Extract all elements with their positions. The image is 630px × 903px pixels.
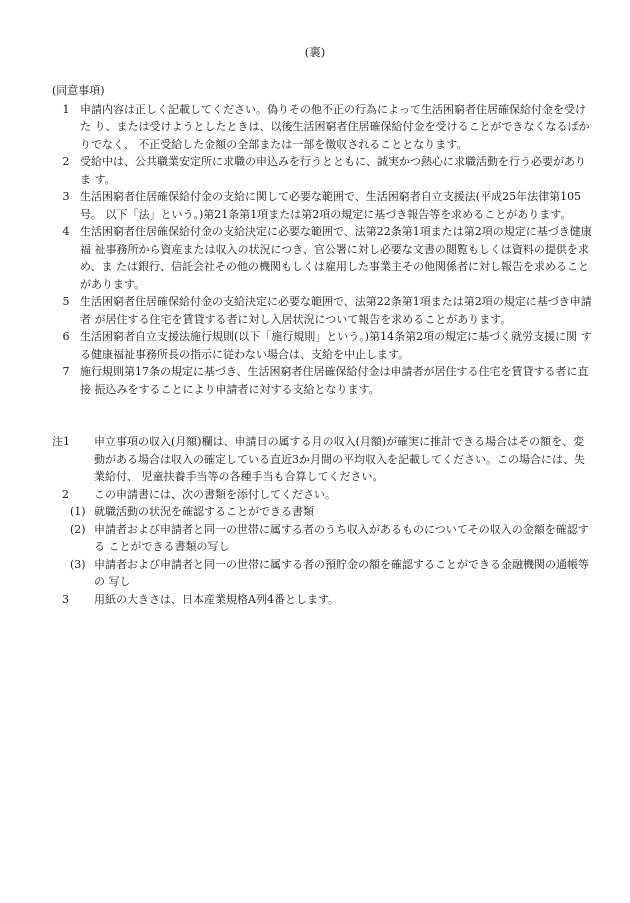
attachment-item-2 <box>70 521 592 556</box>
item-number: 3 <box>62 190 70 203</box>
item-text: 申請内容は正しく記載してください。偽りその他不正の行為によって生活困窮者住居確保給付金を受けた り、または受けようとしたときは、以後生活困窮者住居確保給付金を受けることができなくなるばかりでなく、 不正受給した金額の全部または一部を徴収されることとなります。 <box>80 102 590 151</box>
attachment-item-1 <box>70 503 592 521</box>
attachment-text: 申請者および申請者と同一の世帯に属する者の預貯金の額を確認することができる金融機関の通帳等の 写し <box>94 557 589 588</box>
item-number: 7 <box>62 365 70 378</box>
consent-section <box>52 82 592 398</box>
notes-section <box>52 433 592 608</box>
note-number: 注1 <box>52 435 70 448</box>
attachment-item-3 <box>70 556 592 591</box>
consent-item-1 <box>52 101 592 154</box>
item-number: 6 <box>62 330 70 343</box>
consent-item-7 <box>52 363 592 398</box>
item-text: 生活困窮者住居確保給付金の支給決定に必要な範囲で、法第22条第1項または第2項の規定に基づき健康福 祉事務所から資産または収入の状況につき、官公署に対し必要な文書の閲覧もしくは資料の提供を求め、ま たは銀行、信託会社その他の機関もしくは雇用した事業主その他関係者に対し報告を求めることがあります。 <box>80 225 592 291</box>
page-side-label: (裏) <box>304 45 326 59</box>
note-item-3 <box>52 591 592 609</box>
consent-item-6 <box>52 328 592 363</box>
note-item-1 <box>52 433 592 486</box>
attachment-list <box>70 503 592 591</box>
consent-heading: (同意事項) <box>52 84 105 97</box>
consent-item-5 <box>52 293 592 328</box>
note-text: 用紙の大きさは、日本産業規格A列4番とします。 <box>94 592 340 606</box>
item-text: 生活困窮者住居確保給付金の支給に関して必要な範囲で、生活困窮者自立支援法(平成25年法律第105号。 以下「法」という。)第21条第1項または第2項の規定に基づき報告等を求めることがあります。 <box>80 190 582 221</box>
attachment-text: 就職活動の状況を確認することができる書類 <box>94 505 314 518</box>
note-number: 2 <box>62 487 69 501</box>
note-text: 申立事項の収入(月額)欄は、申請日の属する月の収入(月額)が確実に推計できる場合はその額を、変 動がある場合は収入の確定している直近3か月間の平均収入を記載してください。この場合には、失業給付、 児童扶養手当等の各種手当も合算してください。 <box>94 435 585 483</box>
item-number: 1 <box>62 102 70 116</box>
item-text: 生活困窮者自立支援法施行規則(以下「施行規則」という。)第14条第2項の規定に基づく就労支援に関 する健康福祉事務所長の指示に従わない場合は、支給を中止します。 <box>80 330 592 361</box>
attachment-text: 申請者および申請者と同一の世帯に属する者のうち収入があるものについてその収入の金額を確認する ことができる書類の写し <box>94 522 589 553</box>
attachment-number: (3) <box>70 557 86 571</box>
consent-item-3 <box>52 188 592 223</box>
attachment-number: (2) <box>70 522 86 536</box>
note-item-2 <box>52 486 592 504</box>
item-number: 5 <box>62 295 70 308</box>
note-number: 3 <box>62 592 69 606</box>
item-text: 受給中は、公共職業安定所に求職の申込みを行うとともに、誠実かつ熱心に求職活動を行う必要がありま す。 <box>80 155 586 186</box>
note-text: この申請書には、次の書類を添付してください。 <box>94 487 336 501</box>
consent-item-4 <box>52 223 592 293</box>
consent-item-2 <box>52 153 592 188</box>
item-text: 施行規則第17条の規定に基づき、生活困窮者住居確保給付金は申請者が居住する住宅を賃貸する者に直接 振込みをすることにより申請者に対する支給となります。 <box>80 365 589 396</box>
item-number: 2 <box>62 155 70 168</box>
item-text: 生活困窮者住居確保給付金の支給決定に必要な範囲で、法第22条第1項または第2項の規定に基づき申請者 が居住する住宅を賃貸する者に対し入居状況について報告を求めることがあります。 <box>80 295 592 326</box>
item-number: 4 <box>62 225 70 238</box>
attachment-number: (1) <box>70 505 86 518</box>
